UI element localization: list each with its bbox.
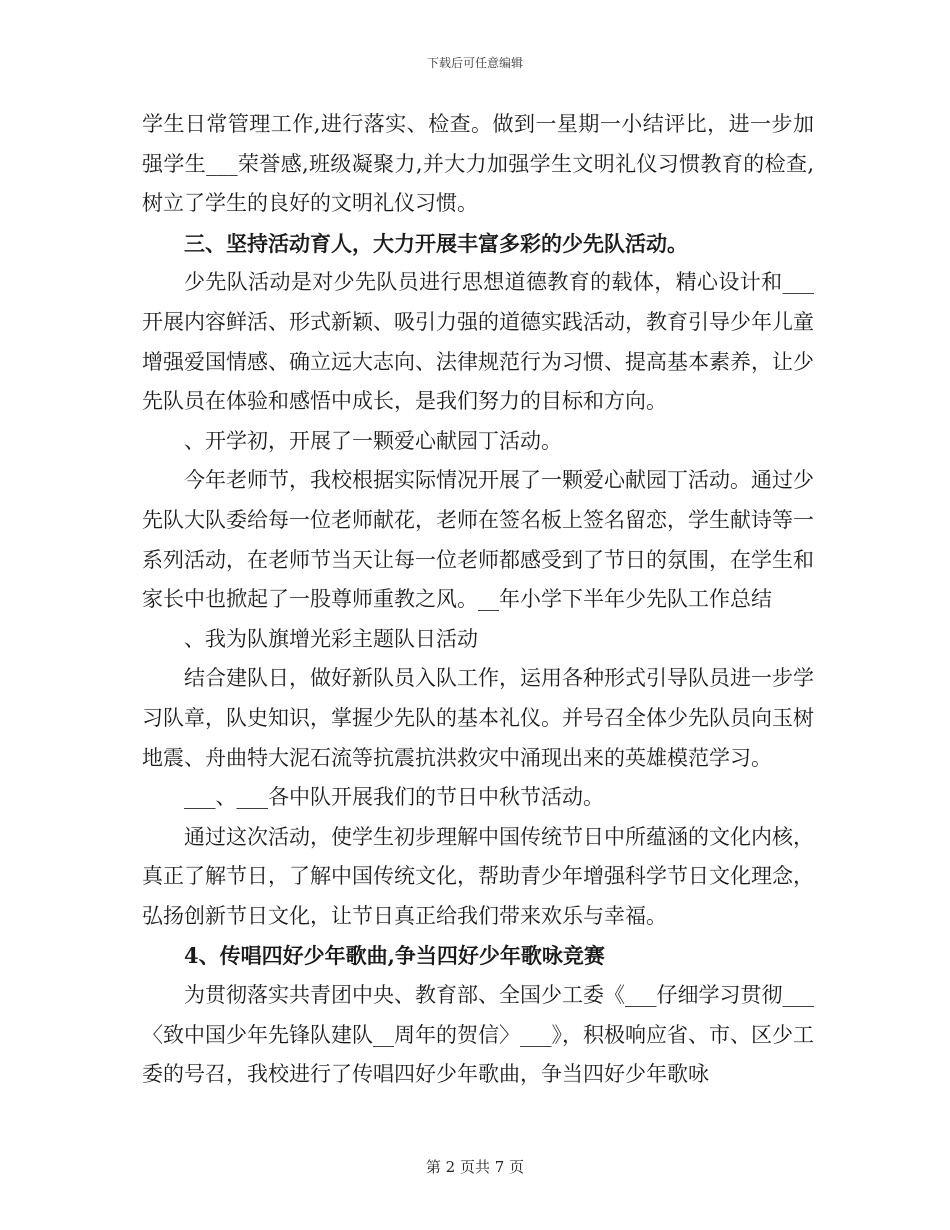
paragraph-pioneer-activities: 少先队活动是对少先队员进行思想道德教育的载体，精心设计和___开展内容鲜活、形式新颖、吸引力强的道德实践活动，教育引导少年儿童增强爱国情感、确立远大志向、法律规范行为习惯、提高基本素养，让少先队员在体验和感悟中成长，是我们努力的目标和方向。 — [142, 270, 814, 414]
list-item-flag-activity: 、我为队旗增光彩主题队日活动 — [184, 626, 478, 651]
list-item-mid-autumn: ___、___各中队开展我们的节日中秋节活动。 — [184, 785, 604, 810]
paragraph-founding-day: 结合建队日，做好新队员入队工作，运用各种形式引导队员进一步学习队章，队史知识，掌握少先队的基本礼仪。并号召全体少先队员向玉树地震、舟曲特大泥石流等抗震抗洪救灾中涌现出来的英雄模范学习。 — [142, 666, 814, 770]
paragraph-singing-contest: 为贯彻落实共青团中央、教育部、全国少工委《___仔细学习贯彻___〈致中国少年先锋队建队__周年的贺信〉___》，积极响应省、市、区少工委的号召，我校进行了传唱四好少年歌曲，争当四好少年歌咏 — [142, 983, 814, 1087]
paragraph-teachers-day: 今年老师节，我校根据实际情况开展了一颗爱心献园丁活动。通过少先队大队委给每一位老师献花，老师在签名板上签名留恋，学生献诗等一系列活动，在老师节当天让每一位老师都感受到了节日的氛围，在学生和家长中也掀起了一股尊师重教之风。__年小学下半年少先队工作总结 — [142, 468, 814, 612]
document-body — [142, 105, 814, 1095]
list-item-start-of-term: 、开学初，开展了一颗爱心献园丁活动。 — [184, 428, 562, 453]
page-header: 下载后可任意编辑 — [426, 56, 523, 70]
section-heading-3: 三、坚持活动育人，大力开展丰富多彩的少先队活动。 — [184, 230, 688, 256]
page-footer: 第 2 页共 7 页 — [425, 1158, 525, 1176]
paragraph-daily-management: 学生日常管理工作,进行落实、检查。做到一星期一小结评比，进一步加强学生___荣誉感,班级凝聚力,并大力加强学生文明礼仪习惯教育的检查,树立了学生的良好的文明礼仪习惯。 — [142, 112, 814, 216]
paragraph-traditional-festival: 通过这次活动，使学生初步理解中国传统节日中所蕴涵的文化内核，真正了解节日，了解中国传统文化，帮助青少年增强科学节日文化理念，弘扬创新节日文化，让节日真正给我们带来欢乐与幸福。 — [142, 824, 814, 928]
section-heading-4: 4、传唱四好少年歌曲,争当四好少年歌咏竞赛 — [184, 943, 605, 969]
